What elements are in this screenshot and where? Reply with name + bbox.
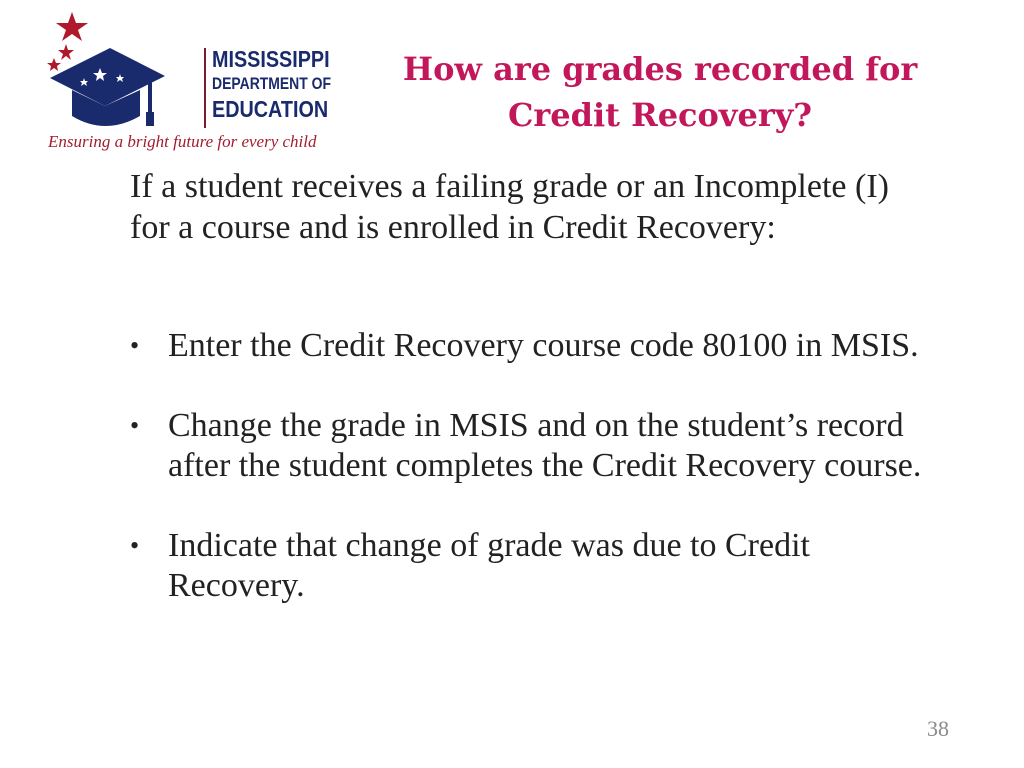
logo-text-department: DEPARTMENT OF xyxy=(212,74,332,93)
logo-text-state: MISSISSIPPI xyxy=(212,46,330,72)
bullet-list xyxy=(130,326,950,646)
bullet-item xyxy=(130,326,950,366)
mde-logo xyxy=(40,8,340,158)
slide-title xyxy=(360,46,960,138)
bullet-item xyxy=(130,526,950,606)
graduation-cap-icon xyxy=(40,8,200,138)
bullet-text: Change the grade in MSIS and on the student’s record after the student completes the Credit Recovery course. xyxy=(168,407,922,484)
bullet-marker: • xyxy=(130,411,140,440)
bullet-text: Indicate that change of grade was due to Credit Recovery. xyxy=(168,527,810,604)
star-icon xyxy=(56,12,88,41)
logo-tagline: Ensuring a bright future for every child xyxy=(48,132,317,151)
bullet-item xyxy=(130,406,950,486)
star-icon xyxy=(58,44,74,60)
intro-paragraph: If a student receives a failing grade or an Incomplete (I) for a course and is enrolled in Credit Recovery: xyxy=(130,168,889,246)
bullet-marker: • xyxy=(130,331,140,360)
logo-divider xyxy=(204,48,206,128)
slide-title-line-2: Credit Recovery? xyxy=(507,96,813,134)
logo-text-education: EDUCATION xyxy=(212,96,329,122)
bullet-text: Enter the Credit Recovery course code 80100 in MSIS. xyxy=(168,327,919,364)
page-number: 38 xyxy=(927,716,949,741)
star-icon xyxy=(47,58,61,71)
slide-title-line-1: How are grades recorded for xyxy=(402,50,918,88)
bullet-marker: • xyxy=(130,531,140,560)
